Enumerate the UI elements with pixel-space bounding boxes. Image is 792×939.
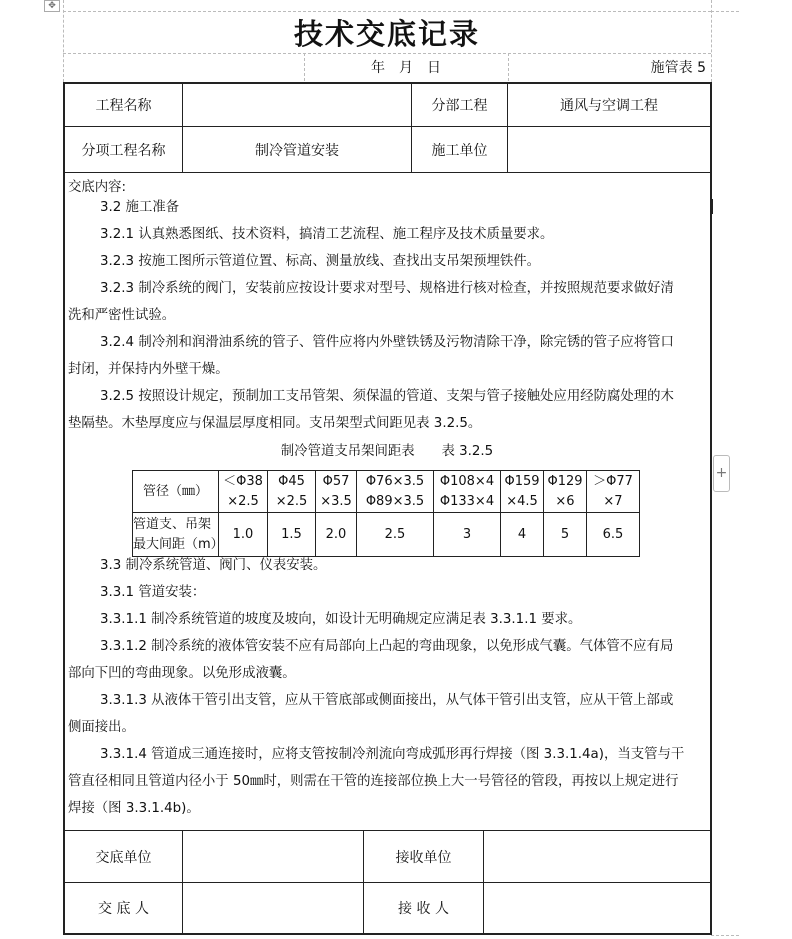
paragraph-line: 3.3.1.2 制冷系统的液体管安装不应有局部向上凸起的弯曲现象，以免形成气囊。气体管不应有局	[100, 639, 674, 654]
paragraph-line: 3.2.3 按施工图所示管道位置、标高、测量放线、查找出支吊架预埋铁件。	[100, 254, 541, 269]
issuer-unit-label: 交底单位	[95, 849, 152, 866]
division-label: 分部工程	[431, 98, 488, 114]
table-cell: 3	[434, 513, 501, 557]
receiver-label: 接 收 人	[398, 901, 449, 917]
cell-guide	[508, 53, 509, 81]
paragraph-line: 3.2.5 按照设计规定，预制加工支吊管架、须保温的管道、支架与管子接触处应用经防腐处理的木	[100, 389, 674, 404]
paragraph-line: 侧面接出。	[68, 720, 135, 735]
contractor-value[interactable]	[508, 127, 710, 172]
content-heading: 交底内容:	[68, 180, 127, 195]
table-cell: 1.5	[268, 513, 316, 557]
table-cell: Φ45 ×2.5	[268, 471, 316, 513]
cell-guide	[711, 11, 739, 12]
paragraph-line: 3.2.4 制冷剂和润滑油系统的管子、管件应将内外壁铁锈及污物清除干净，除完锈的管子应将管口	[100, 335, 674, 350]
table-cell: Φ108×4 Φ133×4	[434, 471, 501, 513]
table-cell: 4	[501, 513, 544, 557]
form-number: 施管表 5	[650, 60, 706, 76]
receiver-unit-value[interactable]	[484, 831, 710, 882]
table-cell: 2.5	[357, 513, 434, 557]
paragraph-line: 3.3 制冷系统管道、阀门、仪表安装。	[100, 558, 327, 573]
date-field[interactable]: 年 月 日	[371, 60, 441, 76]
table-cell: ＜Φ38 ×2.5	[219, 471, 268, 513]
paragraph-line: 部向下凹的弯曲现象。以免形成液囊。	[68, 666, 296, 681]
subitem-value[interactable]: 制冷管道安装	[255, 142, 339, 159]
division-value[interactable]: 通风与空调工程	[560, 98, 658, 114]
paragraph-line: 3.2.1 认真熟悉图纸、技术资料，搞清工艺流程、施工程序及技术质量要求。	[100, 227, 554, 242]
issuer-label: 交 底 人	[98, 901, 149, 917]
paragraph-line: 3.3.1.1 制冷系统管道的坡度及坡向，如设计无明确规定应满足表 3.3.1.1 要求。	[100, 612, 582, 627]
receiver-unit-label: 接收单位	[395, 849, 452, 866]
table-border	[63, 82, 65, 935]
cell-guide	[711, 935, 739, 936]
move-cross-icon[interactable]: ✥	[44, 0, 60, 12]
paragraph-line: 3.3.1.4 管道成三通连接时，应将支管按制冷剂流向弯成弧形再行焊接（图 3.3.1.4a)，当支管与干	[100, 747, 685, 762]
table-cell: Φ129 ×6	[544, 471, 587, 513]
project-name-label: 工程名称	[95, 98, 152, 114]
table-caption: 制冷管道支吊架间距表 表 3.2.5	[280, 444, 494, 459]
text-cursor	[710, 199, 713, 214]
spacing-table	[132, 470, 640, 557]
cell-guide	[711, 0, 712, 82]
paragraph-line: 3.2 施工准备	[100, 200, 180, 215]
paragraph-line: 3.3.1.3 从液体干管引出支管，应从干管底部或侧面接出，从气体干管引出支管，应从干管上部或	[100, 693, 674, 708]
paragraph-line: 3.2.3 制冷系统的阀门，安装前应按设计要求对型号、规格进行核对检查，并按照规范要求做好清	[100, 281, 674, 296]
paragraph-line: 垫隔垫。木垫厚度应与保温层厚度相同。支吊架型式间距见表 3.2.5。	[68, 416, 482, 431]
table-cell: ＞Φ77 ×7	[587, 471, 640, 513]
issuer-unit-value[interactable]	[183, 831, 363, 882]
paragraph-line: 封闭，并保持内外壁干燥。	[68, 362, 229, 377]
table-cell: Φ57 ×3.5	[316, 471, 357, 513]
project-name-value[interactable]	[183, 84, 411, 126]
table-border	[63, 933, 712, 935]
paragraph-line: 洗和严密性试验。	[68, 308, 176, 323]
table-cell: 2.0	[316, 513, 357, 557]
plus-icon[interactable]: +	[713, 455, 730, 492]
table-cell: 5	[544, 513, 587, 557]
table-cell: Φ76×3.5 Φ89×3.5	[357, 471, 434, 513]
table-header-cell: 管径（㎜）	[133, 471, 219, 513]
table-cell: Φ159 ×4.5	[501, 471, 544, 513]
paragraph-line: 焊接（图 3.3.1.4b)。	[68, 801, 200, 816]
paragraph-line: 3.3.1 管道安装：	[100, 585, 206, 600]
paragraph-line: 管直径相同且管道内径小于 50㎜时，则需在干管的连接部位换上大一号管径的管段，再按以上规定进行	[68, 774, 679, 789]
table-cell: 1.0	[219, 513, 268, 557]
page-title: 技术交底记录	[293, 16, 480, 51]
table-header-cell: 管道支、吊架 最大间距（m）	[133, 513, 219, 557]
table-rule	[63, 172, 711, 173]
table-cell: 6.5	[587, 513, 640, 557]
contractor-label: 施工单位	[431, 142, 488, 159]
cell-guide	[63, 53, 711, 54]
receiver-value[interactable]	[484, 883, 710, 933]
issuer-value[interactable]	[183, 883, 363, 933]
subitem-label: 分项工程名称	[81, 142, 166, 159]
